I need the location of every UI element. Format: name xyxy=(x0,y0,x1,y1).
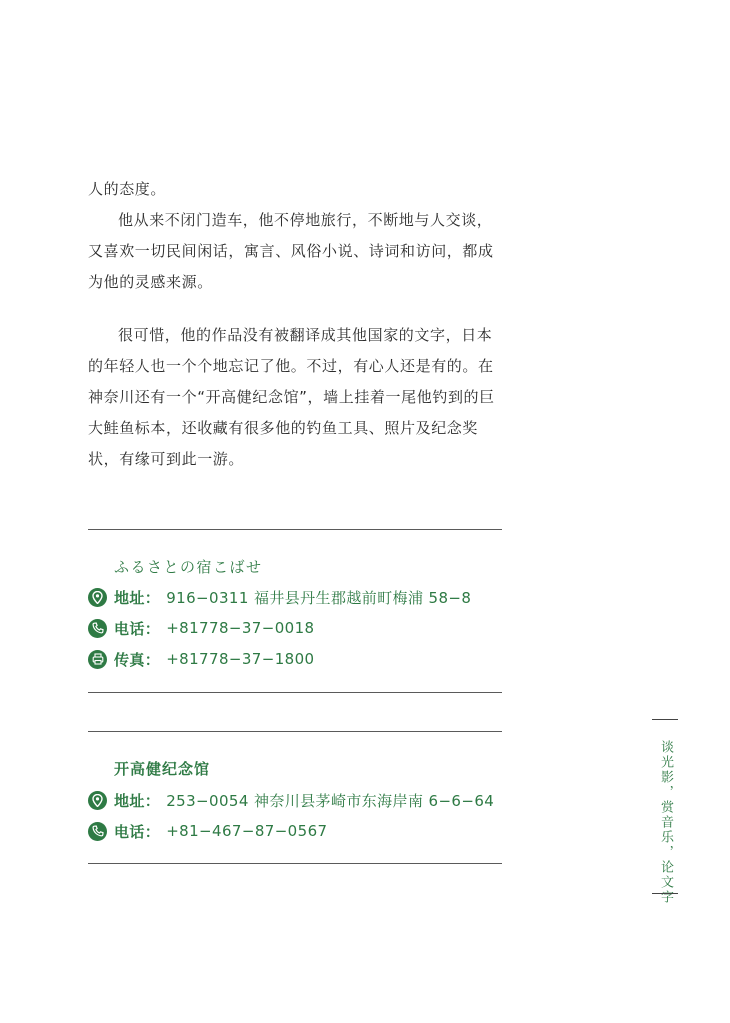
fax-icon xyxy=(88,650,107,669)
side-top-rule xyxy=(652,719,678,720)
paragraph-2: 他从来不闭门造车，他不停地旅行，不断地与人交谈，又喜欢一切民间闲话，寓言、风俗小说、诗词和访问，都成为他的灵感来源。 xyxy=(88,211,494,291)
address-label: 地址： xyxy=(114,588,161,607)
location-pin-icon xyxy=(88,791,107,810)
side-running-header: 谈光影，赏音乐，论文字 xyxy=(658,740,673,905)
paragraph-3: 很可惜，他的作品没有被翻译成其他国家的文字，日本的年轻人也一个个地忘记了他。不过，有心人还是有的。在神奈川还有一个“开高健纪念馆”，墙上挂着一尾他钓到的巨大鲑鱼标本，还收藏有很多他的钓鱼工具、照片及纪念奖状，有缘可到此一游。 xyxy=(88,326,495,468)
fax-label: 传真： xyxy=(114,650,161,669)
info-box-2-title: 开高健纪念馆 xyxy=(114,760,211,778)
info-box-2-bottom-rule xyxy=(88,863,502,864)
info-box-2-address-row xyxy=(88,789,494,811)
info-box-1-bottom-rule xyxy=(88,692,502,693)
phone-value: +81−467−87−0567 xyxy=(166,822,328,840)
main-body-text xyxy=(88,174,506,475)
info-box-2-phone-row xyxy=(88,820,327,842)
fax-value: +81778−37−1800 xyxy=(166,650,315,668)
address-label: 地址： xyxy=(114,791,161,810)
phone-value: +81778−37−0018 xyxy=(166,619,315,637)
phone-label: 电话： xyxy=(114,619,161,638)
phone-label: 电话： xyxy=(114,822,161,841)
location-pin-icon xyxy=(88,588,107,607)
side-bottom-rule xyxy=(652,893,678,894)
address-value: 253−0054 神奈川县茅崎市东海岸南 6−6−64 xyxy=(166,791,495,810)
info-box-1-address-row xyxy=(88,586,471,608)
info-box-1-top-rule xyxy=(88,529,502,530)
paragraph-1: 人的态度。 xyxy=(88,180,167,198)
phone-icon xyxy=(88,822,107,841)
info-box-2-top-rule xyxy=(88,731,502,732)
address-value: 916−0311 福井县丹生郡越前町梅浦 58−8 xyxy=(166,588,472,607)
phone-icon xyxy=(88,619,107,638)
info-box-1-phone-row xyxy=(88,617,315,639)
info-box-1-title: ふるさとの宿こばせ xyxy=(114,558,263,576)
info-box-1-fax-row xyxy=(88,648,315,670)
